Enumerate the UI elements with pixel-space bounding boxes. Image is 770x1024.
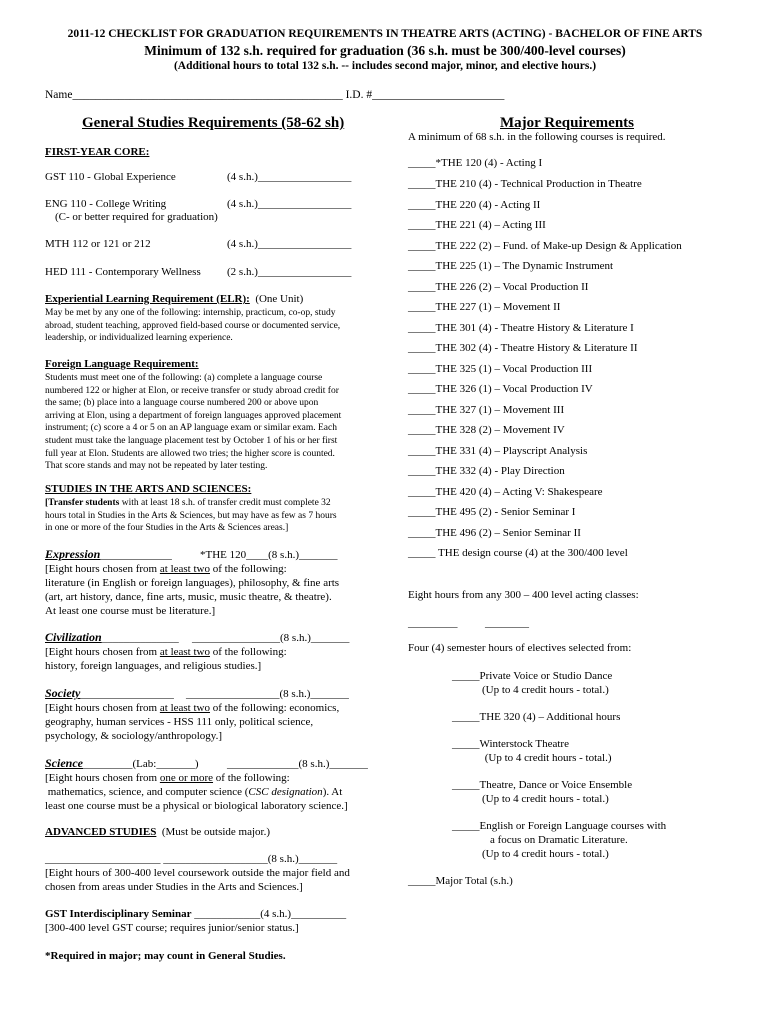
expression-title: Expression [45, 547, 101, 561]
elective-note: (Up to 4 credit hours - total.) [482, 684, 609, 696]
major-course-row[interactable]: _____THE 496 (2) – Senior Seminar II [408, 527, 581, 539]
major-course-row[interactable]: _____THE 495 (2) - Senior Seminar I [408, 506, 576, 518]
fl-line: full year at Elon. Students are allowed two tries; the higher score is counted. [45, 448, 335, 459]
major-course-row[interactable]: _____THE 325 (1) – Vocal Production III [408, 363, 593, 375]
elective-note: (Up to 4 credit hours - total.) [482, 752, 612, 764]
elr-title: Experiential Learning Requirement (ELR): [45, 293, 250, 305]
first-year-core-label: FIRST-YEAR CORE: [45, 146, 150, 158]
science-line: least one course must be a physical or biological laboratory science.] [45, 800, 348, 812]
major-course-row[interactable]: _____THE 222 (2) – Fund. of Make-up Design & Application [408, 240, 682, 252]
expression-heading [45, 547, 172, 562]
civilization-heading [45, 630, 179, 645]
civilization-blank[interactable]: ______________ [101, 632, 179, 644]
gst-seminar-blank[interactable]: ____________(4 s.h.)__________ [194, 908, 347, 920]
studies-text [45, 497, 375, 535]
elr-unit: (One Unit) [255, 293, 304, 305]
elective-note: (Up to 4 credit hours - total.) [482, 848, 609, 860]
gst-seminar-heading [45, 908, 346, 920]
society-line: [Eight hours chosen from at least two of the following: economics, [45, 702, 340, 714]
major-course-row[interactable]: _____THE 420 (4) – Acting V: Shakespeare [408, 486, 603, 498]
foreign-language-title: Foreign Language Requirement: [45, 358, 199, 370]
core-course-mth: MTH 112 or 121 or 212 [45, 238, 151, 250]
elr-line: leadership, or individualized learning experience. [45, 333, 233, 344]
advanced-studies-blank[interactable]: _____________________ ___________________(8 s.h.)_______ [45, 853, 338, 865]
expression-line: literature (in English or foreign languages), philosophy, & fine arts [45, 577, 340, 589]
major-total[interactable]: _____Major Total (s.h.) [408, 875, 513, 887]
gst-seminar-title: GST Interdisciplinary Seminar [45, 908, 192, 920]
science-line: [Eight hours chosen from one or more of the following: [45, 772, 290, 784]
core-course-eng110: ENG 110 - College Writing [45, 198, 167, 210]
core-course-gst110: GST 110 - Global Experience [45, 171, 176, 183]
society-text [45, 701, 375, 743]
header-line-1: 2011-12 CHECKLIST FOR GRADUATION REQUIREMENTS IN THEATRE ARTS (ACTING) - BACHELOR OF FINE ARTS [67, 28, 703, 40]
society-line: geography, human services - HSS 111 only, political science, [45, 716, 314, 728]
elr-text [45, 307, 375, 345]
core-hours-eng110[interactable]: (4 s.h.)_________________ [227, 198, 352, 210]
studies-line [45, 497, 375, 510]
advanced-studies-note: (Must be outside major.) [161, 826, 271, 838]
elective-private-voice[interactable]: _____Private Voice or Studio Dance [452, 670, 613, 682]
science-hours[interactable]: _____________(8 s.h.)_______ [227, 758, 368, 770]
expression-hours[interactable]: *THE 120____(8 s.h.)_______ [200, 549, 338, 561]
studies-line: hours total in Studies in the Arts & Sciences, but may have as few as 7 hours [45, 510, 337, 521]
studies-arts-sciences-title: STUDIES IN THE ARTS AND SCIENCES: [45, 483, 252, 495]
society-heading [45, 686, 174, 701]
civilization-hours[interactable]: ________________(8 s.h.)_______ [192, 632, 350, 644]
society-line: psychology, & sociology/anthropology.] [45, 730, 222, 742]
major-course-row[interactable]: _____ THE design course (4) at the 300/400 level [408, 547, 628, 559]
transfer-students-label: [Transfer students [45, 498, 120, 508]
major-intro: A minimum of 68 s.h. in the following courses is required. [408, 131, 666, 143]
core-hours-mth[interactable]: (4 s.h.)_________________ [227, 238, 352, 250]
science-blank[interactable]: _________(Lab:_______) [83, 758, 199, 770]
society-blank[interactable]: _________________ [80, 688, 174, 700]
major-course-row[interactable]: _____THE 301 (4) - Theatre History & Literature I [408, 322, 634, 334]
elective-note: a focus on Dramatic Literature. [490, 834, 628, 846]
elr-heading [45, 293, 303, 305]
major-course-row[interactable]: _____THE 221 (4) – Acting III [408, 219, 546, 231]
science-text [45, 771, 375, 813]
elr-line: May be met by any one of the following: internship, practicum, co-op, study [45, 308, 336, 318]
expression-text [45, 562, 375, 618]
fl-line: That score stands and may not be repeated by later testing. [45, 461, 268, 472]
fl-line: arriving at Elon, using a department of foreign languages approved placement [45, 410, 342, 421]
header-line-3: (Additional hours to total 132 s.h. -- includes second major, minor, and elective hours.) [173, 60, 597, 72]
civilization-line: history, foreign languages, and religious studies.] [45, 660, 262, 672]
elective-note: (Up to 4 credit hours - total.) [482, 793, 609, 805]
four-hours-electives-label: Four (4) semester hours of electives selected from: [408, 642, 632, 654]
science-heading [45, 756, 198, 771]
expression-line: At least one course must be literature.] [45, 605, 216, 617]
fl-line: Students must meet one of the following: (a) complete a language course [45, 373, 323, 383]
advanced-studies-title: ADVANCED STUDIES [45, 826, 157, 838]
elr-line: abroad, student teaching, approved field-based course or documented service, [45, 320, 341, 331]
core-course-hed111: HED 111 - Contemporary Wellness [45, 266, 201, 278]
elective-literature[interactable]: _____English or Foreign Language courses with [452, 820, 667, 832]
major-course-row[interactable]: _____THE 210 (4) - Technical Production in Theatre [408, 178, 642, 190]
core-note-eng110: (C- or better required for graduation) [55, 211, 218, 223]
expression-blank[interactable]: _____________ [100, 549, 172, 561]
fl-line: student must take the language placement test by October 1 of his or her first [45, 435, 338, 446]
studies-line-1: with at least 18 s.h. of transfer credit must complete 32 [119, 498, 331, 508]
expression-line: [Eight hours chosen from at least two of the following: [45, 563, 287, 575]
gst-seminar-note: [300-400 level GST course; requires junior/senior status.] [45, 922, 299, 934]
major-course-row[interactable]: _____THE 302 (4) - Theatre History & Literature II [408, 342, 638, 354]
major-course-row[interactable]: _____*THE 120 (4) - Acting I [408, 157, 543, 169]
major-course-row[interactable]: _____THE 332 (4) - Play Direction [408, 465, 565, 477]
expression-line: (art, art history, dance, fine arts, music, music theatre, & theatre). [45, 591, 332, 603]
major-course-row[interactable]: _____THE 326 (1) – Vocal Production IV [408, 383, 593, 395]
elective-ensemble[interactable]: _____Theatre, Dance or Voice Ensemble [452, 779, 633, 791]
eight-hours-acting-label: Eight hours from any 300 – 400 level acting classes: [408, 589, 639, 601]
society-hours[interactable]: _________________(8 s.h.)_______ [186, 688, 349, 700]
major-requirements-title: Major Requirements [500, 115, 635, 131]
eight-hours-acting-blanks[interactable]: _________ ________ [408, 617, 529, 629]
advanced-line: [Eight hours of 300-400 level coursework outside the major field and [45, 867, 350, 879]
fl-line: instrument; (c) score a 4 or 5 on an AP language exam or similar exam. Each [45, 423, 337, 434]
science-title: Science [45, 756, 83, 770]
society-title: Society [45, 686, 81, 700]
fl-line: numbered 122 or higher at Elon, or receive transfer or study abroad credit for [45, 385, 339, 396]
major-course-row[interactable]: _____THE 226 (2) – Vocal Production II [408, 281, 589, 293]
header-line-2: Minimum of 132 s.h. required for graduation (36 s.h. must be 300/400-level courses) [144, 43, 626, 58]
major-course-row[interactable]: _____THE 328 (2) – Movement IV [408, 424, 565, 436]
civilization-title: Civilization [45, 630, 102, 644]
studies-line: in one or more of the four Studies in the Arts & Sciences areas.] [45, 523, 289, 534]
required-footnote: *Required in major; may count in General Studies. [45, 950, 286, 962]
advanced-line: chosen from areas under Studies in the Arts and Sciences.] [45, 881, 303, 893]
major-course-row[interactable]: _____THE 327 (1) – Movement III [408, 404, 565, 416]
core-hours-hed111[interactable]: (2 s.h.)_________________ [227, 266, 352, 278]
civilization-line: [Eight hours chosen from at least two of the following: [45, 646, 287, 658]
core-hours-gst110[interactable]: (4 s.h.)_________________ [227, 171, 352, 183]
advanced-studies-text [45, 866, 375, 894]
elective-winterstock[interactable]: _____Winterstock Theatre [452, 738, 569, 750]
science-line: mathematics, science, and computer science (CSC designation). At [45, 786, 343, 798]
advanced-studies-heading [45, 826, 270, 838]
name-id-line[interactable]: Name_______________________________________________ I.D. #_______________________ [45, 89, 505, 101]
civilization-text [45, 645, 375, 673]
major-course-row[interactable]: _____THE 225 (1) – The Dynamic Instrument [408, 260, 614, 272]
major-course-row[interactable]: _____THE 227 (1) – Movement II [408, 301, 561, 313]
major-course-row[interactable]: _____THE 331 (4) – Playscript Analysis [408, 445, 588, 457]
fl-line: the same; (b) place into a language course numbered 200 or above upon [45, 398, 319, 409]
major-course-row[interactable]: _____THE 220 (4) - Acting II [408, 199, 541, 211]
foreign-language-text [45, 372, 375, 473]
elective-the320[interactable]: _____THE 320 (4) – Additional hours [452, 711, 621, 723]
general-studies-title: General Studies Requirements (58-62 sh) [82, 115, 345, 131]
